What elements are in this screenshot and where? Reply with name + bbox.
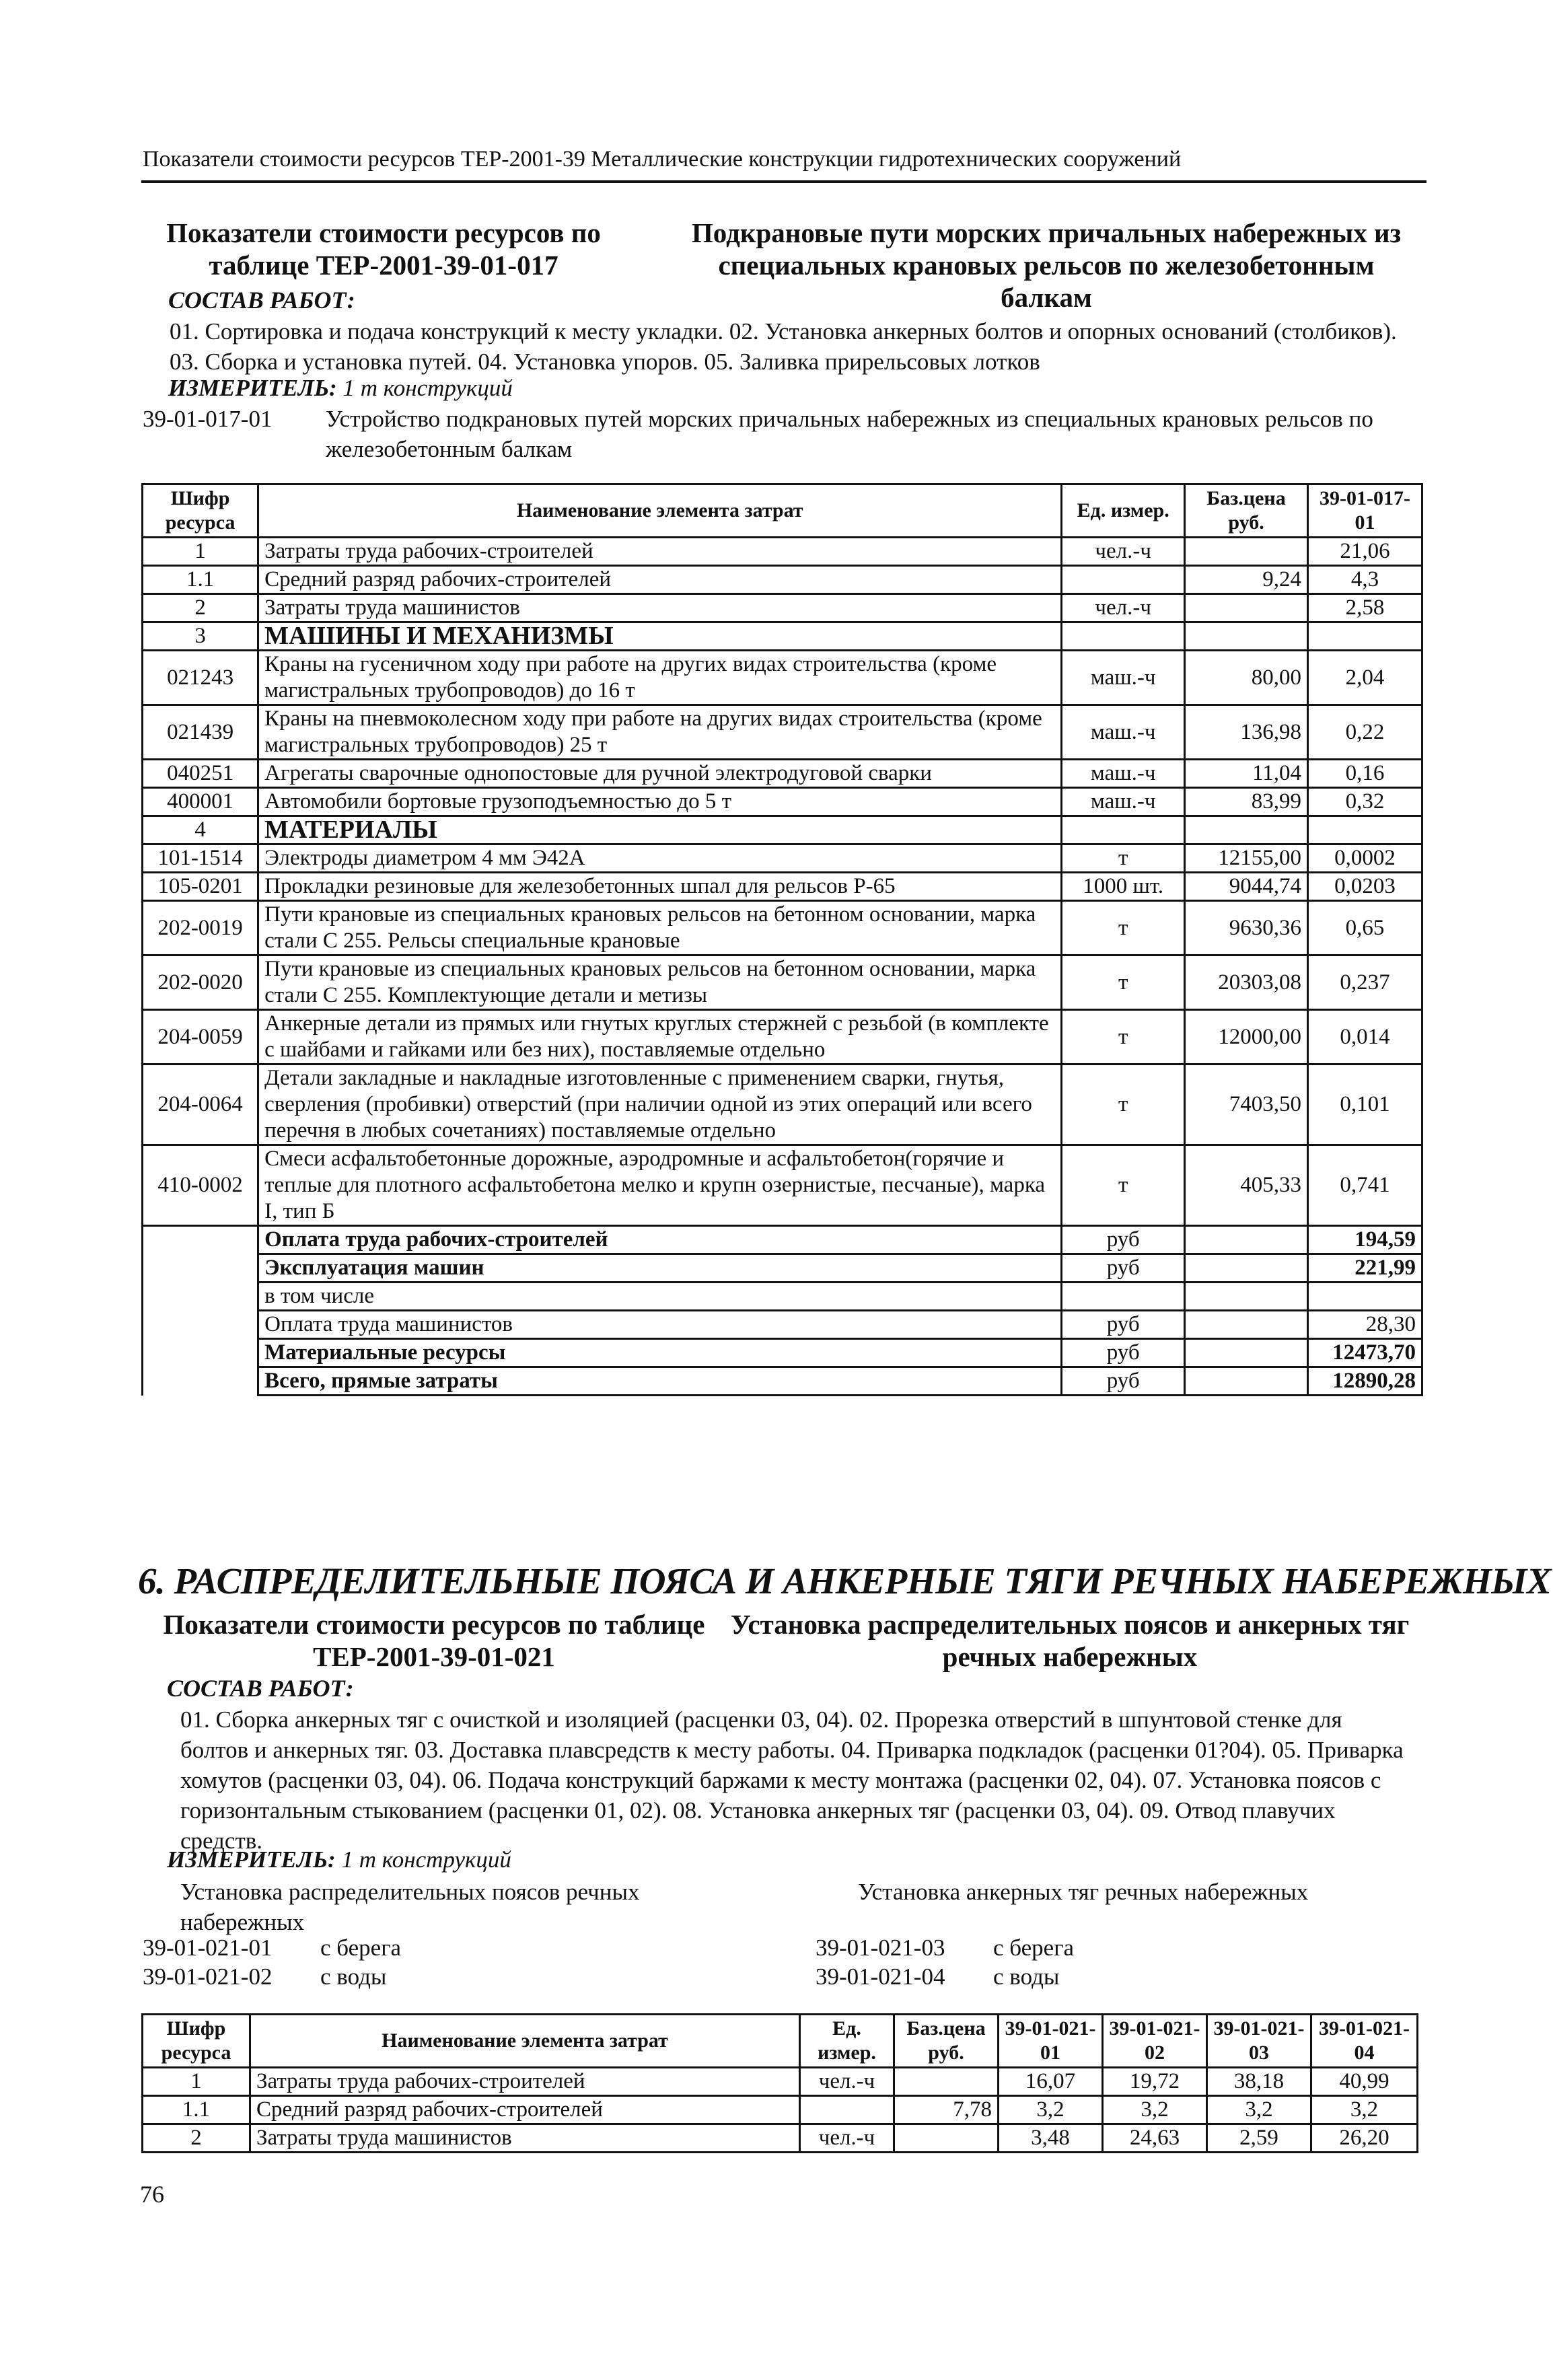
resource-code-cell: 2 xyxy=(143,594,258,622)
code-desc: с воды xyxy=(320,1963,387,1990)
resource-name-cell: Затраты труда машинистов xyxy=(258,594,1062,622)
base-price-cell xyxy=(1185,816,1308,844)
summary-label-cell: Всего, прямые затраты xyxy=(258,1367,1062,1396)
resource-code-cell: 1.1 xyxy=(143,2096,250,2124)
resource-code-cell: 021439 xyxy=(143,705,258,760)
unit-cell xyxy=(1062,1283,1185,1311)
norm-cell: 0,22 xyxy=(1308,705,1422,760)
works-text-1: 01. Сортировка и подача конструкций к месту укладки. 02. Установка анкерных болтов и опорных оснований (столбиков). 03. Сборка и установка путей. 04. Установка упоров. 05. Заливка прирельсовых лотков xyxy=(170,318,1397,375)
table-row xyxy=(143,901,1422,955)
works-label-1: СОСТАВ РАБОТ: xyxy=(168,287,355,314)
table-row xyxy=(143,2124,1418,2153)
unit-cell: чел.-ч xyxy=(1062,538,1185,566)
meter-label-1: ИЗМЕРИТЕЛЬ: xyxy=(168,375,337,401)
norm-cell: 0,16 xyxy=(1308,760,1422,788)
empty-cell xyxy=(143,1367,258,1396)
base-price-cell: 136,98 xyxy=(1185,705,1308,760)
unit-cell xyxy=(1062,566,1185,594)
norm-cell: 0,101 xyxy=(1308,1065,1422,1145)
table-row xyxy=(143,1010,1422,1065)
summary-label-cell: Оплата труда машинистов xyxy=(258,1311,1062,1339)
empty-cell xyxy=(143,1283,258,1311)
resource-name-cell: Затраты труда машинистов xyxy=(250,2124,800,2153)
empty-cell xyxy=(143,1226,258,1254)
col-header: 39-01-021-01 xyxy=(999,2015,1103,2068)
resource-name-cell: Затраты труда рабочих-строителей xyxy=(250,2068,800,2096)
code-desc: с воды xyxy=(993,1963,1060,1990)
resource-name-cell: Агрегаты сварочные однопостовые для ручной электродуговой сварки xyxy=(258,760,1062,788)
resource-code-cell: 4 xyxy=(143,816,258,844)
empty-cell xyxy=(1185,1283,1308,1311)
unit-cell: т xyxy=(1062,1145,1185,1226)
norm-cell: 19,72 xyxy=(1103,2068,1207,2096)
summary-row xyxy=(143,1226,1422,1254)
col-header: 39-01-021-04 xyxy=(1311,2015,1418,2068)
table-row xyxy=(143,955,1422,1010)
summary-value-cell: 12473,70 xyxy=(1308,1339,1422,1367)
chapter-title: 6. РАСПРЕДЕЛИТЕЛЬНЫЕ ПОЯСА И АНКЕРНЫЕ ТЯГИ РЕЧНЫХ НАБЕРЕЖНЫХ xyxy=(138,1560,1552,1601)
empty-cell xyxy=(143,1339,258,1367)
norm-cell: 3,2 xyxy=(1311,2096,1418,2124)
base-price-cell: 7,78 xyxy=(894,2096,999,2124)
summary-value-cell: 28,30 xyxy=(1308,1311,1422,1339)
resource-code-cell: 202-0020 xyxy=(143,955,258,1010)
resource-name-cell: Автомобили бортовые грузоподъемностью до 5 т xyxy=(258,788,1062,816)
base-price-cell xyxy=(1185,622,1308,651)
resource-name-cell: Средний разряд рабочих-строителей xyxy=(250,2096,800,2124)
code-desc: с берега xyxy=(993,1935,1075,1961)
meter-value-2: 1 т конструкций xyxy=(341,1846,511,1873)
resource-name-cell: Пути крановые из специальных крановых рельсов на бетонном основании, марка стали С 255. Рельсы специальные крановые xyxy=(258,901,1062,955)
unit-cell xyxy=(1062,816,1185,844)
base-price-cell: 405,33 xyxy=(1185,1145,1308,1226)
norm-cell: 2,59 xyxy=(1207,2124,1311,2153)
norm-cell: 16,07 xyxy=(999,2068,1103,2096)
unit-cell: т xyxy=(1062,955,1185,1010)
summary-label-cell: в том числе xyxy=(258,1283,1062,1311)
base-price-cell xyxy=(1185,594,1308,622)
resource-code-cell: 400001 xyxy=(143,788,258,816)
table-row xyxy=(143,788,1422,816)
summary-label-cell: Эксплуатация машин xyxy=(258,1254,1062,1283)
resource-code-cell: 1 xyxy=(143,2068,250,2096)
empty-cell xyxy=(1185,1254,1308,1283)
summary-row xyxy=(143,1367,1422,1396)
unit-cell: чел.-ч xyxy=(1062,594,1185,622)
empty-cell xyxy=(1185,1367,1308,1396)
resource-code-cell: 021243 xyxy=(143,651,258,705)
code: 39-01-021-01 xyxy=(143,1935,273,1961)
group-right: Установка анкерных тяг речных набережных xyxy=(858,1879,1309,1905)
resource-name-cell: Затраты труда рабочих-строителей xyxy=(258,538,1062,566)
base-price-cell xyxy=(894,2068,999,2096)
table-row xyxy=(143,651,1422,705)
base-price-cell: 12155,00 xyxy=(1185,844,1308,873)
unit-cell: маш.-ч xyxy=(1062,651,1185,705)
summary-value-cell xyxy=(1308,1283,1422,1311)
resource-code-cell: 101-1514 xyxy=(143,844,258,873)
running-header: Показатели стоимости ресурсов ТЕР-2001-39 Металлические конструкции гидротехнических сооружений xyxy=(143,147,1182,172)
resource-name-cell: Средний разряд рабочих-строителей xyxy=(258,566,1062,594)
table-row xyxy=(143,873,1422,901)
resource-code-cell: 105-0201 xyxy=(143,873,258,901)
summary-row xyxy=(143,1311,1422,1339)
code-desc-1: Устройство подкрановых путей морских причальных набережных из специальных крановых рельсов по железобетонным балкам xyxy=(326,406,1373,462)
table-row xyxy=(143,622,1422,651)
meter-value-1: 1 т конструкций xyxy=(342,375,513,401)
summary-value-cell: 194,59 xyxy=(1308,1226,1422,1254)
meter-label-2: ИЗМЕРИТЕЛЬ: xyxy=(167,1846,336,1873)
col-header: 39-01-021-02 xyxy=(1103,2015,1207,2068)
resource-name-cell: МАШИНЫ И МЕХАНИЗМЫ xyxy=(258,622,1062,651)
base-price-cell: 7403,50 xyxy=(1185,1065,1308,1145)
unit-cell: чел.-ч xyxy=(800,2068,894,2096)
norm-cell: 26,20 xyxy=(1311,2124,1418,2153)
table-row xyxy=(143,594,1422,622)
col-header: 39-01-017-01 xyxy=(1308,484,1422,538)
base-price-cell xyxy=(894,2124,999,2153)
table-row xyxy=(143,760,1422,788)
empty-cell xyxy=(1185,1311,1308,1339)
resource-code-cell: 202-0019 xyxy=(143,901,258,955)
unit-cell xyxy=(800,2096,894,2124)
code-row xyxy=(143,1933,272,1963)
col-header: Шифр ресурса xyxy=(143,2015,250,2068)
table-row xyxy=(143,1145,1422,1226)
summary-label-cell: Материальные ресурсы xyxy=(258,1339,1062,1367)
unit-cell: руб xyxy=(1062,1226,1185,1254)
table-row xyxy=(143,2068,1418,2096)
resource-name-cell: Краны на гусеничном ходу при работе на других видах строительства (кроме магистральных трубопроводов) до 16 т xyxy=(258,651,1062,705)
unit-cell: 1000 шт. xyxy=(1062,873,1185,901)
resource-name-cell: Анкерные детали из прямых или гнутых круглых стержней с резьбой (в комплекте с шайбами и гайками или без них), поставляемые отдельно xyxy=(258,1010,1062,1065)
norm-cell: 21,06 xyxy=(1308,538,1422,566)
resource-code-cell: 1.1 xyxy=(143,566,258,594)
norm-cell: 24,63 xyxy=(1103,2124,1207,2153)
norm-cell: 0,237 xyxy=(1308,955,1422,1010)
resource-code-cell: 040251 xyxy=(143,760,258,788)
unit-cell: т xyxy=(1062,1010,1185,1065)
code: 39-01-021-03 xyxy=(816,1935,945,1961)
norm-cell: 0,32 xyxy=(1308,788,1422,816)
resource-code-cell: 2 xyxy=(143,2124,250,2153)
table-row xyxy=(143,2096,1418,2124)
resource-table-1 xyxy=(141,483,1423,1396)
unit-cell: руб xyxy=(1062,1339,1185,1367)
base-price-cell: 9630,36 xyxy=(1185,901,1308,955)
unit-cell xyxy=(1062,622,1185,651)
base-price-cell xyxy=(1185,538,1308,566)
norm-cell: 3,2 xyxy=(999,2096,1103,2124)
norm-cell: 0,0002 xyxy=(1308,844,1422,873)
unit-cell: т xyxy=(1062,1065,1185,1145)
resource-code-cell: 1 xyxy=(143,538,258,566)
col-header: 39-01-021-03 xyxy=(1207,2015,1311,2068)
meter-2 xyxy=(167,1846,511,1873)
code: 39-01-021-02 xyxy=(143,1963,273,1990)
resource-name-cell: Детали закладные и накладные изготовленные с применением сварки, гнутья, сверления (пробивки) отверстий (при наличии одной из этих операций или всего перечня в любых сочетаниях) поставляемые отдельно xyxy=(258,1065,1062,1145)
table-row xyxy=(143,705,1422,760)
resource-name-cell: Прокладки резиновые для железобетонных шпал для рельсов Р-65 xyxy=(258,873,1062,901)
norm-cell: 40,99 xyxy=(1311,2068,1418,2096)
empty-cell xyxy=(143,1311,258,1339)
norm-cell: 4,3 xyxy=(1308,566,1422,594)
unit-cell: руб xyxy=(1062,1367,1185,1396)
table-title-1: Показатели стоимости ресурсов по таблице ТЕР-2001-39-01-017 xyxy=(166,217,601,281)
unit-cell: т xyxy=(1062,844,1185,873)
summary-row xyxy=(143,1283,1422,1311)
unit-cell: маш.-ч xyxy=(1062,788,1185,816)
base-price-cell: 83,99 xyxy=(1185,788,1308,816)
unit-cell: руб xyxy=(1062,1254,1185,1283)
base-price-cell: 9,24 xyxy=(1185,566,1308,594)
works-label-2: СОСТАВ РАБОТ: xyxy=(167,1675,354,1702)
norm-cell: 2,58 xyxy=(1308,594,1422,622)
table-row xyxy=(143,844,1422,873)
col-header: Ед. измер. xyxy=(800,2015,894,2068)
header-rule xyxy=(141,180,1426,183)
norm-cell: 0,014 xyxy=(1308,1010,1422,1065)
norm-cell: 0,741 xyxy=(1308,1145,1422,1226)
base-price-cell: 20303,08 xyxy=(1185,955,1308,1010)
table-row xyxy=(143,566,1422,594)
norm-cell: 3,2 xyxy=(1207,2096,1311,2124)
work-title-1: Подкрановые пути морских причальных набережных из специальных крановых рельсов по железобетонным балкам xyxy=(691,217,1402,313)
work-title-2: Установка распределительных поясов и анкерных тяг речных набережных xyxy=(730,1609,1410,1672)
page-number: 76 xyxy=(140,2181,164,2208)
summary-value-cell: 12890,28 xyxy=(1308,1367,1422,1396)
unit-cell: руб xyxy=(1062,1311,1185,1339)
col-header: Наименование элемента затрат xyxy=(258,484,1062,538)
unit-cell: чел.-ч xyxy=(800,2124,894,2153)
group-left: Установка распределительных поясов речных набережных xyxy=(180,1879,640,1935)
col-header: Баз.цена руб. xyxy=(894,2015,999,2068)
base-price-cell: 80,00 xyxy=(1185,651,1308,705)
norm-cell: 3,48 xyxy=(999,2124,1103,2153)
unit-cell: маш.-ч xyxy=(1062,760,1185,788)
resource-code-cell: 204-0059 xyxy=(143,1010,258,1065)
summary-row xyxy=(143,1339,1422,1367)
resource-name-cell: Электроды диаметром 4 мм Э42А xyxy=(258,844,1062,873)
col-header: Шифр ресурса xyxy=(143,484,258,538)
norm-cell xyxy=(1308,816,1422,844)
resource-name-cell: Смеси асфальтобетонные дорожные, аэродромные и асфальтобетон(горячие и теплые для плотного асфальтобетона мелко и крупн озернистые, песчаные), марка I, тип Б xyxy=(258,1145,1062,1226)
table-row xyxy=(143,816,1422,844)
base-price-cell: 11,04 xyxy=(1185,760,1308,788)
code-row xyxy=(143,1961,272,1992)
resource-code-cell: 204-0064 xyxy=(143,1065,258,1145)
norm-cell: 38,18 xyxy=(1207,2068,1311,2096)
unit-cell: т xyxy=(1062,901,1185,955)
resource-name-cell: Пути крановые из специальных крановых рельсов на бетонном основании, марка стали С 255. Комплектующие детали и метизы xyxy=(258,955,1062,1010)
works-text-2: 01. Сборка анкерных тяг с очисткой и изоляцией (расценки 03, 04). 02. Прорезка отверстий в шпунтовой стенке для болтов и анкерных тяг. 03. Доставка плавсредств к месту работы. 04. Приварка подкладок (расценки 01?04). 05. Приварка хомутов (расценки 03, 04). 06. Подача конструкций баржами к месту монтажа (расценки 02, 04). 07. Установка поясов с горизонтальным стыкованием (расценки 01, 02). 08. Установка анкерных тяг (расценки 03, 04). 09. Отвод плавучих средств. xyxy=(180,1706,1404,1854)
unit-cell: маш.-ч xyxy=(1062,705,1185,760)
resource-table-2 xyxy=(141,2013,1418,2153)
code-1: 39-01-017-01 xyxy=(143,406,273,432)
code-desc: с берега xyxy=(320,1935,402,1961)
empty-cell xyxy=(143,1254,258,1283)
norm-cell: 0,65 xyxy=(1308,901,1422,955)
norm-cell xyxy=(1308,622,1422,651)
base-price-cell: 9044,74 xyxy=(1185,873,1308,901)
resource-name-cell: МАТЕРИАЛЫ xyxy=(258,816,1062,844)
base-price-cell: 12000,00 xyxy=(1185,1010,1308,1065)
resource-name-cell: Краны на пневмоколесном ходу при работе на других видах строительства (кроме магистральных трубопроводов) 25 т xyxy=(258,705,1062,760)
col-header: Баз.цена руб. xyxy=(1185,484,1308,538)
summary-value-cell: 221,99 xyxy=(1308,1254,1422,1283)
summary-label-cell: Оплата труда рабочих-строителей xyxy=(258,1226,1062,1254)
meter-1 xyxy=(168,375,513,402)
resource-code-cell: 3 xyxy=(143,622,258,651)
norm-cell: 3,2 xyxy=(1103,2096,1207,2124)
empty-cell xyxy=(1185,1226,1308,1254)
col-header: Наименование элемента затрат xyxy=(250,2015,800,2068)
col-header: Ед. измер. xyxy=(1062,484,1185,538)
code: 39-01-021-04 xyxy=(816,1963,945,1990)
table-title-2: Показатели стоимости ресурсов по таблице ТЕР-2001-39-01-021 xyxy=(163,1609,705,1672)
resource-code-cell: 410-0002 xyxy=(143,1145,258,1226)
table-row xyxy=(143,538,1422,566)
table-row xyxy=(143,1065,1422,1145)
norm-cell: 0,0203 xyxy=(1308,873,1422,901)
empty-cell xyxy=(1185,1339,1308,1367)
norm-cell: 2,04 xyxy=(1308,651,1422,705)
summary-row xyxy=(143,1254,1422,1283)
